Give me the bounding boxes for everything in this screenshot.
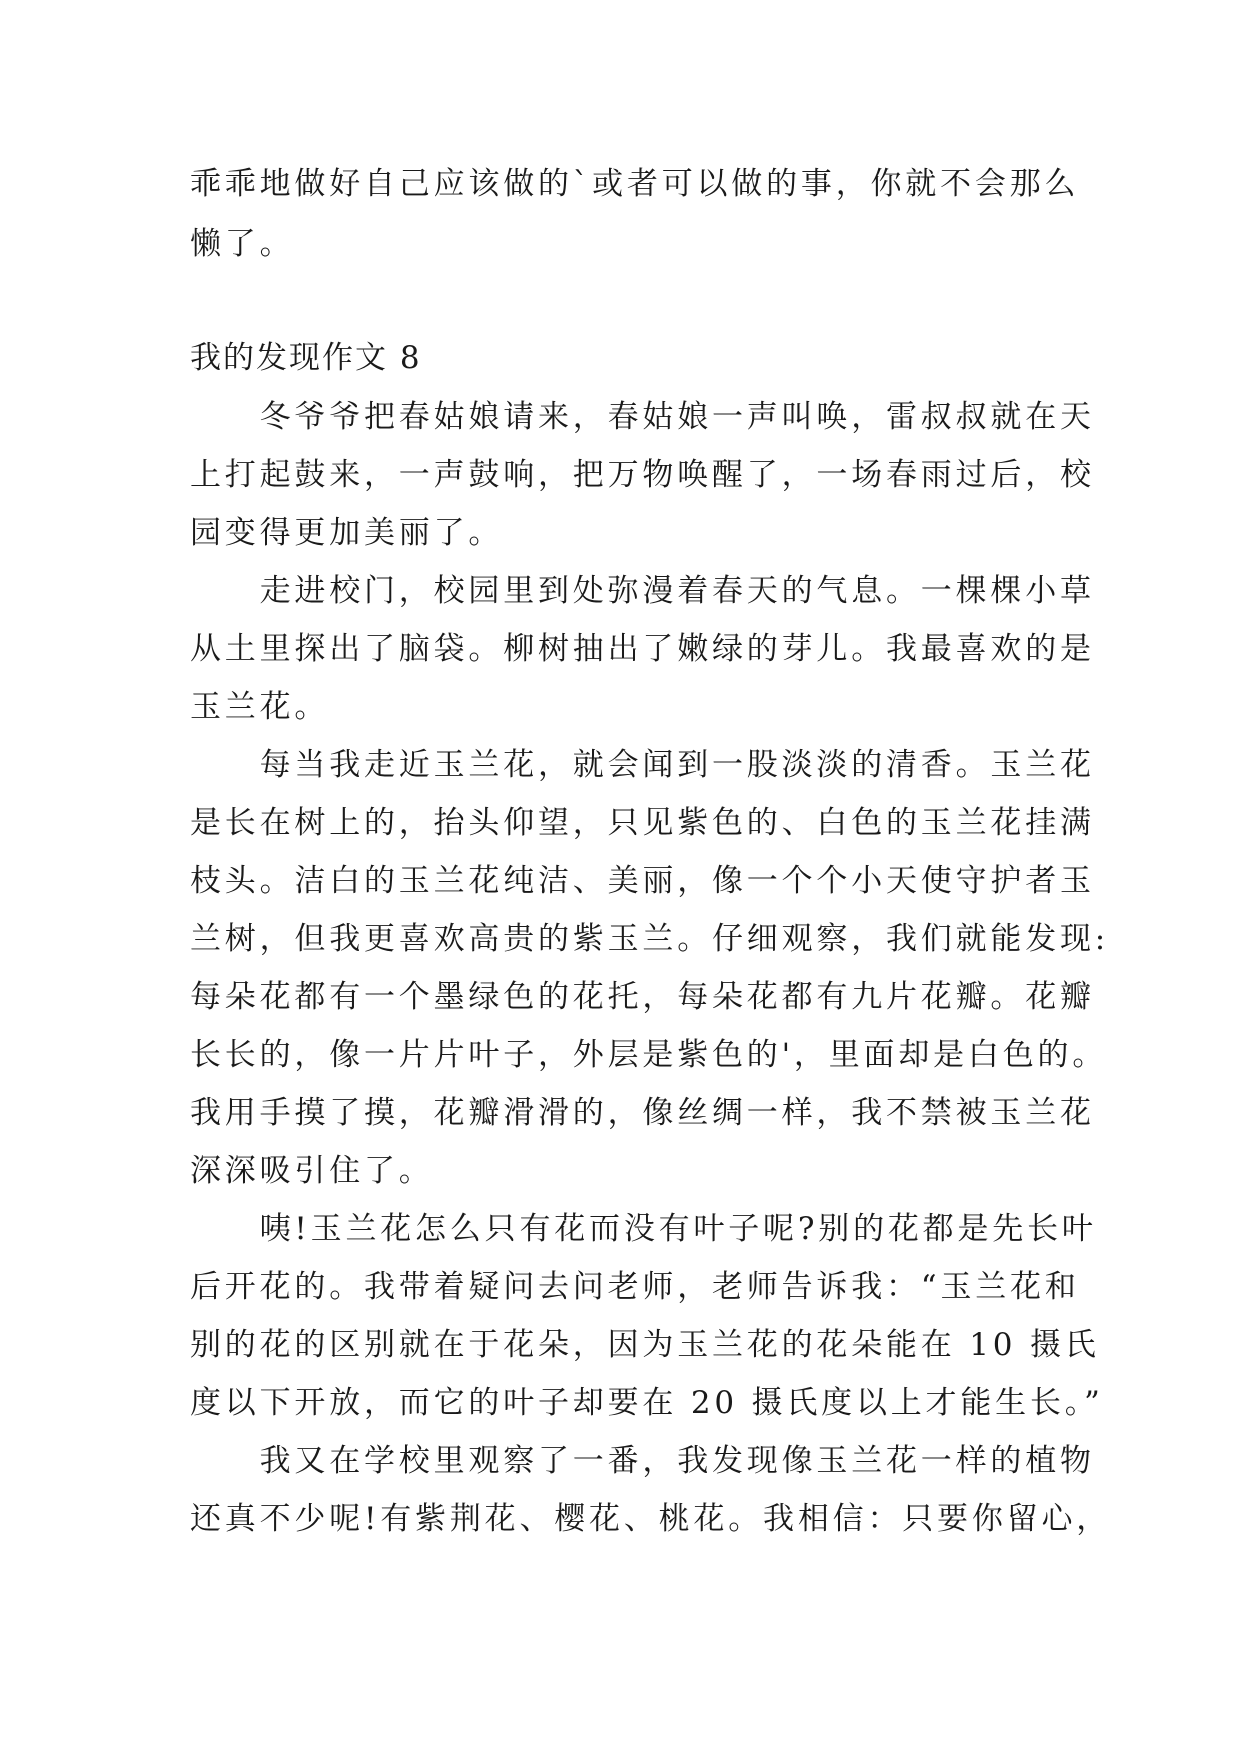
section-title: 我的发现作文 8 — [190, 340, 422, 376]
body-line: 走进校门，校园里到处弥漫着春天的气息。一棵棵小草 — [190, 573, 1095, 609]
body-line: 别的花的区别就在于花朵，因为玉兰花的花朵能在 10 摄氏 — [190, 1327, 1100, 1363]
body-line: 每当我走近玉兰花，就会闻到一股淡淡的清香。玉兰花 — [190, 747, 1095, 783]
body-line: 上打起鼓来，一声鼓响，把万物唤醒了，一场春雨过后，校 — [190, 457, 1095, 493]
body-line: 还真不少呢!有紫荆花、樱花、桃花。我相信：只要你留心， — [190, 1501, 1112, 1537]
body-line: 冬爷爷把春姑娘请来，春姑娘一声叫唤，雷叔叔就在天 — [190, 399, 1095, 435]
body-line: 从土里探出了脑袋。柳树抽出了嫩绿的芽儿。我最喜欢的是 — [190, 631, 1095, 667]
body-line: 深深吸引住了。 — [190, 1153, 434, 1189]
body-line: 枝头。洁白的玉兰花纯洁、美丽，像一个个小天使守护者玉 — [190, 863, 1095, 899]
body-line: 度以下开放，而它的叶子却要在 20 摄氏度以上才能生长。” — [190, 1385, 1104, 1421]
intro-line: 乖乖地做好自己应该做的`或者可以做的事，你就不会那么 — [190, 166, 1080, 202]
body-line: 兰树，但我更喜欢高贵的紫玉兰。仔细观察，我们就能发现: — [190, 921, 1110, 957]
body-line: 园变得更加美丽了。 — [190, 515, 504, 551]
body-line: 是长在树上的，抬头仰望，只见紫色的、白色的玉兰花挂满 — [190, 805, 1095, 841]
intro-line: 懒了。 — [190, 226, 295, 262]
body-line: 每朵花都有一个墨绿色的花托，每朵花都有九片花瓣。花瓣 — [190, 979, 1095, 1015]
body-line: 长长的，像一片片叶子，外层是紫色的'，里面却是白色的。 — [190, 1037, 1108, 1073]
body-line: 咦!玉兰花怎么只有花而没有叶子呢?别的花都是先长叶 — [190, 1211, 1097, 1247]
body-line: 后开花的。我带着疑问去问老师，老师告诉我：“玉兰花和 — [190, 1269, 1080, 1305]
body-line: 玉兰花。 — [190, 689, 330, 725]
body-line: 我又在学校里观察了一番，我发现像玉兰花一样的植物 — [190, 1443, 1095, 1479]
body-line: 我用手摸了摸，花瓣滑滑的，像丝绸一样，我不禁被玉兰花 — [190, 1095, 1095, 1131]
